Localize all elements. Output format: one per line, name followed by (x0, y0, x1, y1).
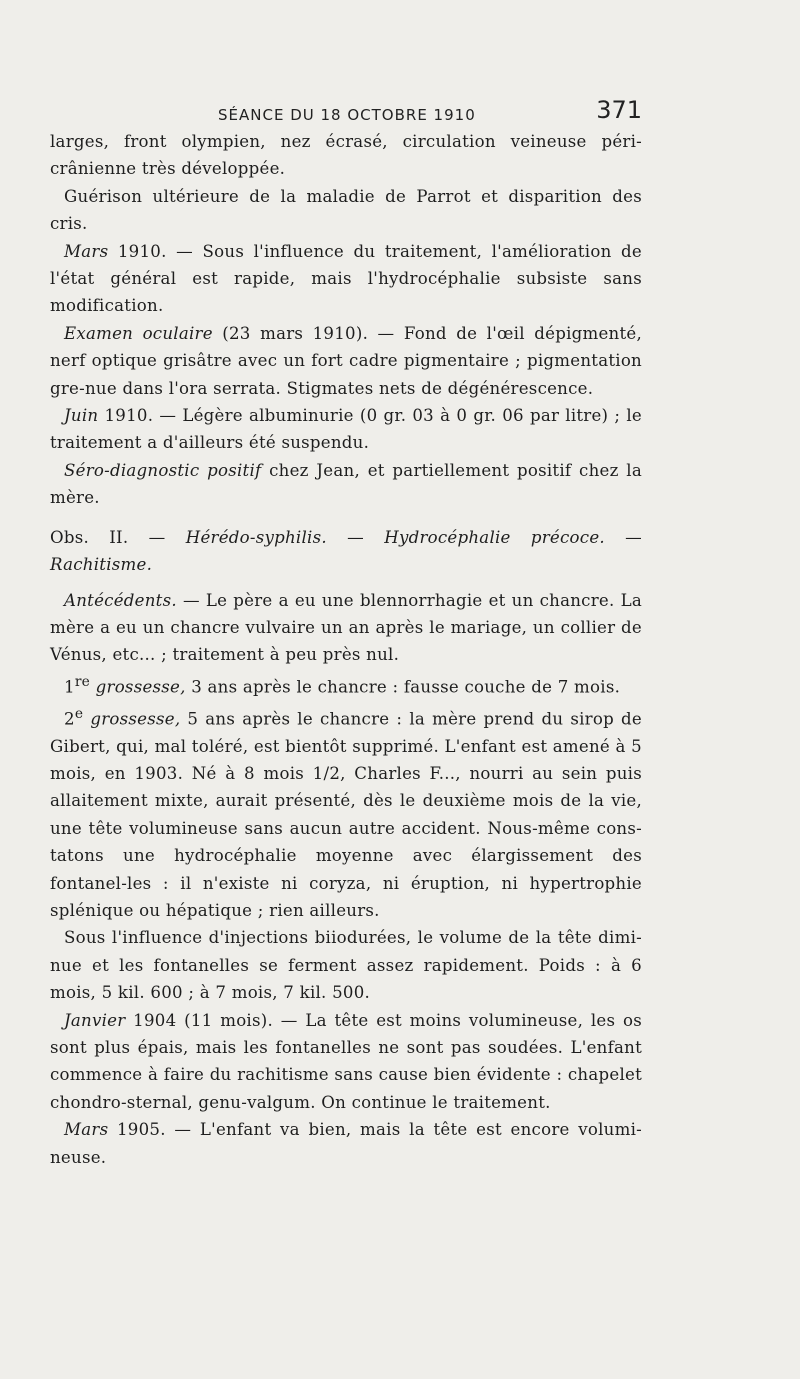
observation-heading: Obs. II. — Hérédo-syphilis. — Hydrocéphalie précoce. — Rachitisme. (50, 527, 643, 575)
paragraph: larges, front olympien, nez écrasé, circulation veineuse péri-crânienne très développée. (50, 132, 642, 179)
paragraph: Séro-diagnostic positif chez Jean, et partiellement positif chez la mère. (50, 460, 642, 508)
paragraph: 1re grossesse, 3 ans après le chancre : fausse couche de 7 mois. (64, 673, 621, 697)
italic-label: Examen oculaire (64, 323, 213, 343)
paragraph: Mars 1910. — Sous l'influence du traitement, l'amélioration de l'état général est rapide, mais l'hydrocéphalie subsiste sans modification. (50, 241, 642, 316)
paragraph: Guérison ultérieure de la maladie de Parrot et disparition des cris. (50, 186, 642, 234)
italic-label: Séro-diagnostic positif (64, 460, 262, 480)
italic-label: Mars (64, 1120, 109, 1140)
italic-label: Juin (64, 406, 99, 426)
paragraph: Examen oculaire (23 mars 1910). — Fond de l'œil dépigmenté, nerf optique grisâtre avec un fort cadre pigmentaire ; pigmentation gre-nue dans l'ora serrata. Stigmates nets de dégénérescence. (50, 323, 642, 398)
italic-label: grossesse, (83, 709, 181, 729)
paragraph: Janvier 1904 (11 mois). — La tête est moins volumineuse, les os sont plus épais, mais les fontanelles ne sont pas soudées. L'enfant commence à faire du rachitisme sans cause bien évidente : chapelet chondro-sternal, genu-valgum. On continue le traitement. (50, 1010, 642, 1112)
paragraph: Juin 1910. — Légère albuminurie (0 gr. 03 à 0 gr. 06 par litre) ; le traitement a d'ailleurs été suspendu. (50, 406, 642, 453)
italic-label: Janvier (64, 1010, 126, 1030)
paragraph: Mars 1905. — L'enfant va bien, mais la tête est encore volumi-neuse. (50, 1120, 642, 1167)
page-number: 371 (596, 96, 642, 124)
italic-label: Antécédents. (64, 590, 177, 610)
italic-label: Mars (64, 241, 109, 261)
paragraph: Sous l'influence d'injections biiodurées, le volume de la tête dimi-nue et les fontanelles se ferment assez rapidement. Poids : à 6 mois, 5 kil. 600 ; à 7 mois, 7 kil. 500. (50, 928, 642, 1003)
paragraph: 2e grossesse, 5 ans après le chancre : la mère prend du sirop de Gibert, qui, mal toléré, est bientôt supprimé. L'enfant est amené à 5 mois, en 1903. Né à 8 mois 1/2, Charles F..., nourri au sein puis allaitement mixte, aurait présenté, dès le deuxième mois de la vie, une tête volumineuse sans aucun autre accident. Nous-même cons-tatons une hydrocéphalie moyenne avec élargissement des fontanel-les : il n'existe ni coryza, ni éruption, ni hypertrophie splénique ou hépatique ; rien ailleurs. (50, 705, 642, 921)
document-page (50, 92, 642, 1171)
italic-label: grossesse, (90, 677, 186, 697)
paragraph: Antécédents. — Le père a eu une blennorrhagie et un chancre. La mère a eu un chancre vulvaire un an après le mariage, un collier de Vénus, etc... ; traitement à peu près nul. (50, 590, 642, 665)
running-title: SÉANCE DU 18 OCTOBRE 1910 (218, 106, 476, 124)
page-header (50, 92, 642, 128)
